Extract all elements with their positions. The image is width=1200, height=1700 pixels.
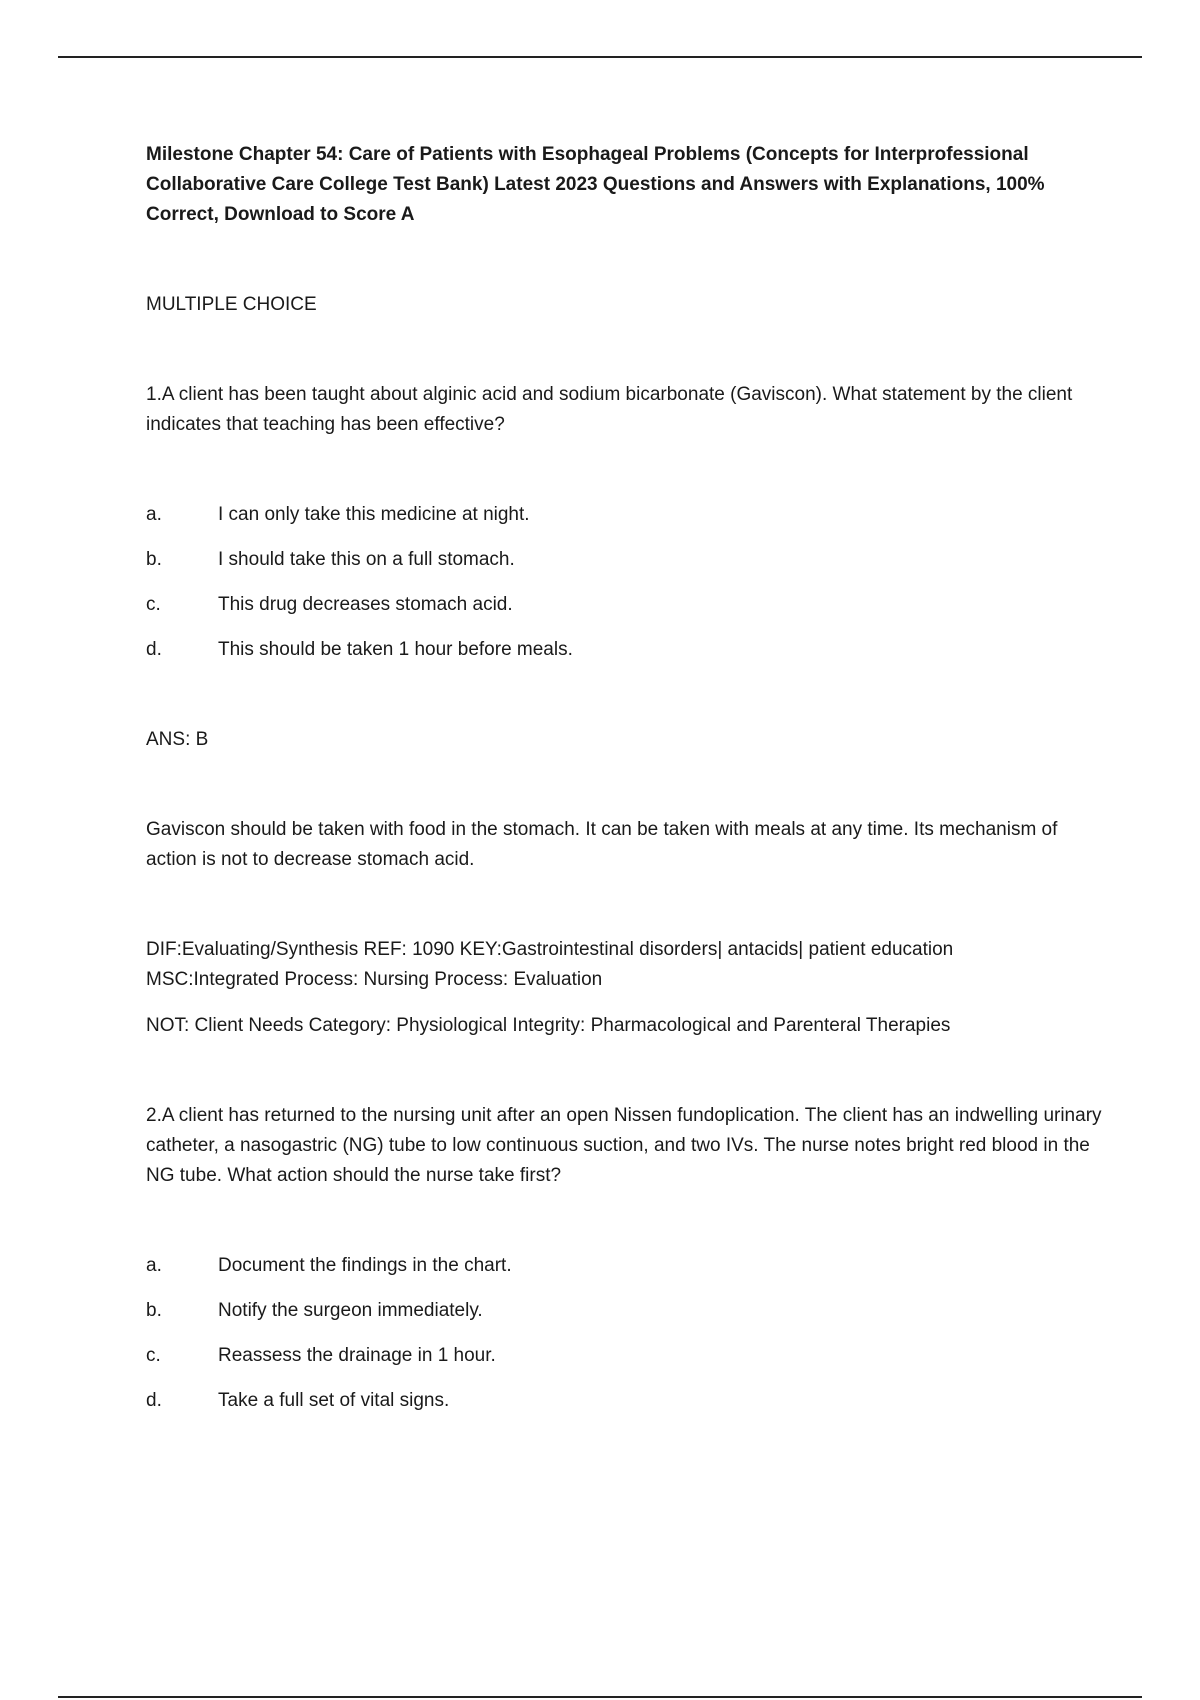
question-2-stem: 2.A client has returned to the nursing unit after an open Nissen fundoplication. The client has an indwelling urinary catheter, a nasogastric (NG) tube to low continuous suction, and two IVs. The nurse notes bright red blood in the NG tube. What action should the nurse take first? xyxy=(146,1105,1102,1186)
option-letter: b. xyxy=(146,549,162,570)
option-letter: a. xyxy=(146,504,162,525)
question-2-option-d xyxy=(146,1386,1106,1431)
question-1 xyxy=(146,380,1106,1041)
option-letter: c. xyxy=(146,594,161,615)
option-text: I can only take this medicine at night. xyxy=(218,504,530,525)
question-1-not-line: NOT: Client Needs Category: Physiological Integrity: Pharmacological and Parenteral Therapies xyxy=(146,1015,951,1036)
option-text: Notify the surgeon immediately. xyxy=(218,1300,483,1321)
question-1-stem: 1.A client has been taught about alginic acid and sodium bicarbonate (Gaviscon). What statement by the client indicates that teaching has been effective? xyxy=(146,384,1073,435)
option-text: This should be taken 1 hour before meals. xyxy=(218,639,573,660)
option-letter: b. xyxy=(146,1300,162,1321)
section-label: MULTIPLE CHOICE xyxy=(146,294,317,315)
bottom-rule xyxy=(58,1696,1142,1698)
question-1-meta-line1: DIF:Evaluating/Synthesis REF: 1090 KEY:Gastrointestinal disorders| antacids| patient education xyxy=(146,939,954,960)
option-text: I should take this on a full stomach. xyxy=(218,549,515,570)
option-letter: a. xyxy=(146,1255,162,1276)
question-1-option-d xyxy=(146,635,1106,680)
option-text: This drug decreases stomach acid. xyxy=(218,594,513,615)
question-1-answer: ANS: B xyxy=(146,729,209,750)
question-1-option-c xyxy=(146,590,1106,635)
question-2-option-c xyxy=(146,1341,1106,1386)
option-letter: d. xyxy=(146,639,162,660)
question-2 xyxy=(146,1101,1106,1431)
question-1-option-b xyxy=(146,545,1106,590)
document-body xyxy=(146,140,1106,1431)
question-1-rationale: Gaviscon should be taken with food in the stomach. It can be taken with meals at any time. Its mechanism of action is not to decrease stomach acid. xyxy=(146,819,1058,870)
question-1-options xyxy=(146,500,1106,680)
question-2-options xyxy=(146,1251,1106,1431)
option-text: Reassess the drainage in 1 hour. xyxy=(218,1345,496,1366)
option-letter: c. xyxy=(146,1345,161,1366)
option-letter: d. xyxy=(146,1390,162,1411)
question-2-option-b xyxy=(146,1296,1106,1341)
document-title: Milestone Chapter 54: Care of Patients with Esophageal Problems (Concepts for Interprofessional Collaborative Care College Test Bank) Latest 2023 Questions and Answers with Explanations, 100% Correct, Download to Score A xyxy=(146,144,1045,225)
question-1-option-a xyxy=(146,500,1106,545)
option-text: Document the findings in the chart. xyxy=(218,1255,512,1276)
top-rule xyxy=(58,56,1142,58)
question-2-option-a xyxy=(146,1251,1106,1296)
question-1-meta-line2: MSC:Integrated Process: Nursing Process: Evaluation xyxy=(146,969,603,990)
option-text: Take a full set of vital signs. xyxy=(218,1390,450,1411)
